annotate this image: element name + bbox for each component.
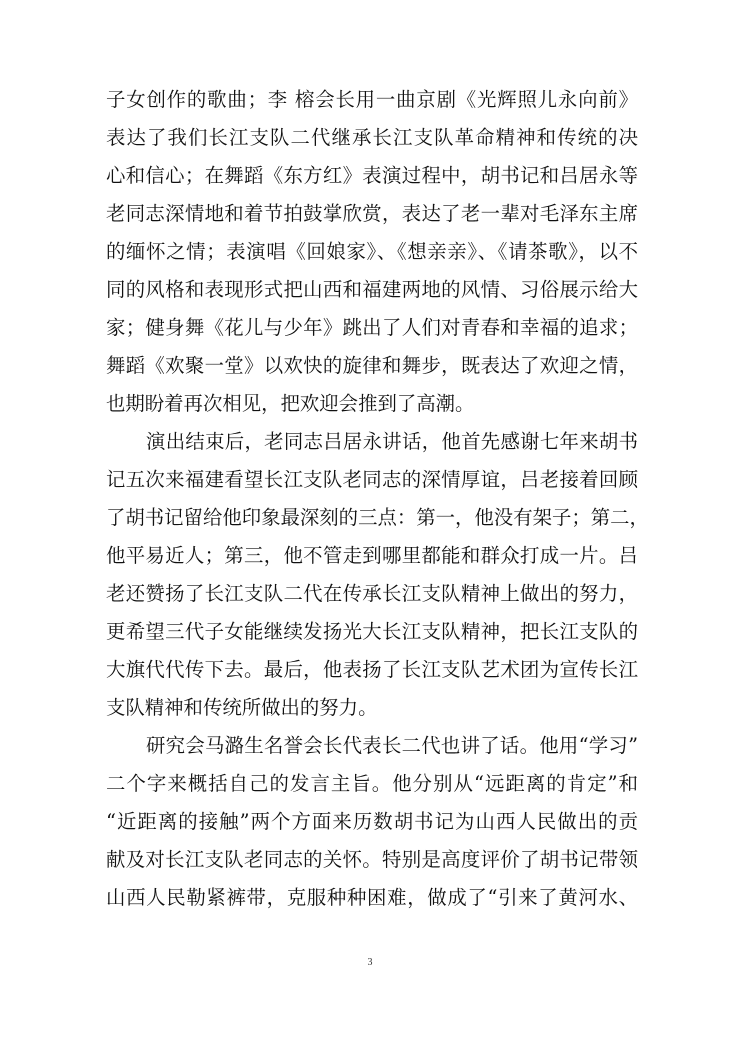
page-number: 3	[367, 957, 373, 968]
text-line: 老还赞扬了长江支队二代在传承长江支队精神上做出的努力，	[106, 582, 638, 605]
text-line: 舞蹈《欢聚一堂》以欢快的旋律和舞步，既表达了欢迎之情，	[106, 354, 638, 377]
text-line: 支队精神和传统所做出的努力。	[106, 696, 378, 719]
text-line: 他平易近人；第三，他不管走到哪里都能和群众打成一片。吕	[106, 544, 638, 567]
text-line: 表达了我们长江支队二代继承长江支队革命精神和传统的决	[106, 126, 638, 149]
text-line: 老同志深情地和着节拍鼓掌欣赏，表达了老一辈对毛泽东主席	[106, 202, 638, 225]
text-line: 山西人民勒紧裤带，克服种种困难，做成了“引来了黄河水、	[106, 886, 638, 909]
paragraph-first-line: 研究会马潞生名誉会长代表长二代也讲了话。他用“学习”	[146, 734, 638, 757]
text-line: 大旗代代传下去。最后，他表扬了长江支队艺术团为宣传长江	[106, 658, 638, 681]
text-line: “近距离的接触”两个方面来历数胡书记为山西人民做出的贡	[106, 810, 638, 833]
text-line: 的缅怀之情；表演唱《回娘家》、《想亲亲》、《请茶歌》，以不	[106, 240, 638, 263]
text-line: 二个字来概括自己的发言主旨。他分别从“远距离的肯定”和	[106, 772, 638, 795]
text-line: 记五次来福建看望长江支队老同志的深情厚谊，吕老接着回顾	[106, 468, 638, 491]
text-line: 家；健身舞《花儿与少年》跳出了人们对青春和幸福的追求；	[106, 316, 638, 339]
text-line: 心和信心；在舞蹈《东方红》表演过程中，胡书记和吕居永等	[106, 164, 638, 187]
text-line: 子女创作的歌曲；李 榕会长用一曲京剧《光辉照儿永向前》	[106, 88, 638, 111]
text-line: 更希望三代子女能继续发扬光大长江支队精神，把长江支队的	[106, 620, 638, 643]
text-line: 同的风格和表现形式把山西和福建两地的风情、习俗展示给大	[106, 278, 638, 301]
text-line: 献及对长江支队老同志的关怀。特别是高度评价了胡书记带领	[106, 848, 638, 871]
text-line: 了胡书记留给他印象最深刻的三点：第一，他没有架子；第二，	[106, 506, 649, 529]
text-line: 也期盼着再次相见，把欢迎会推到了高潮。	[106, 392, 475, 415]
paragraph-first-line: 演出结束后，老同志吕居永讲话，他首先感谢七年来胡书	[146, 430, 638, 453]
